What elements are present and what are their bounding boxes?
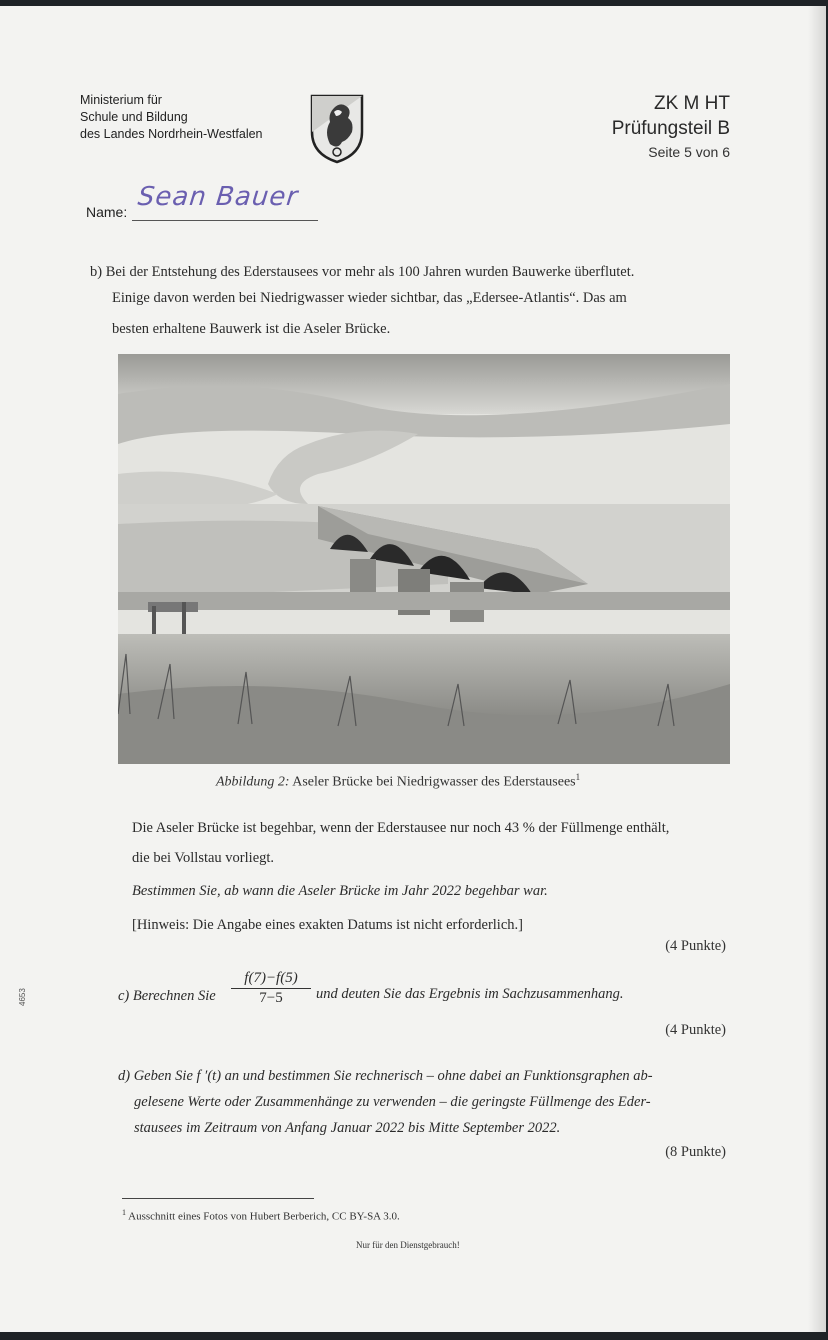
task-b: Bestimmen Sie, ab wann die Aseler Brücke im Jahr 2022 begehbar war. — [132, 883, 548, 899]
fraction-denominator: 7−5 — [259, 990, 283, 1006]
footnote — [122, 1208, 400, 1223]
statement-line-1: Die Aseler Brücke ist begehbar, wenn der Ederstausee nur noch 43 % der Füllmenge enthält, — [132, 820, 670, 836]
part-c-fraction — [231, 970, 311, 1007]
part-b-line-3: besten erhaltene Bauwerk ist die Aseler Brücke. — [112, 321, 391, 337]
footnote-text: Ausschnitt eines Fotos von Hubert Berberich, CC BY-SA 3.0. — [126, 1210, 400, 1223]
points-c: (4 Punkte) — [665, 1022, 726, 1038]
ministry-line-2: Schule und Bildung — [80, 110, 188, 124]
fraction-numerator: f(7)−f(5) — [231, 970, 311, 989]
name-underline — [132, 220, 318, 221]
part-b-line-1: b) Bei der Entstehung des Ederstausees vor mehr als 100 Jahren wurden Bauwerke überflutet. — [90, 264, 635, 280]
caption-text: Aseler Brücke bei Niedrigwasser des Ederstausees — [289, 774, 576, 790]
statement-line-2: die bei Vollstau vorliegt. — [132, 850, 275, 866]
hint-b: [Hinweis: Die Angabe eines exakten Datums ist nicht erforderlich.] — [132, 917, 523, 933]
exam-header — [612, 92, 730, 162]
exam-part: Prüfungsteil B — [611, 118, 730, 139]
name-label: Name: — [86, 204, 128, 220]
part-d-line-3: stausees im Zeitraum von Anfang Januar 2022 bis Mitte September 2022. — [134, 1120, 561, 1136]
points-b: (4 Punkte) — [665, 938, 726, 954]
footnote-divider — [122, 1198, 314, 1199]
bridge-photo — [118, 354, 730, 764]
exam-page — [0, 6, 826, 1332]
caption-label: Abbildung 2: — [216, 774, 290, 790]
ministry-line-3: des Landes Nordrhein-Westfalen — [80, 127, 263, 141]
part-c-prefix: c) Berechnen Sie — [118, 988, 216, 1004]
nrw-crest-icon — [308, 92, 366, 164]
exam-code: ZK M HT — [654, 93, 730, 114]
footnote-mark: 1 — [122, 1208, 126, 1217]
side-code: 4653 — [18, 988, 27, 1006]
ministry-line-1: Ministerium für — [80, 93, 162, 107]
points-d: (8 Punkte) — [665, 1144, 726, 1160]
page-edge-shadow — [808, 6, 826, 1332]
figure-caption — [216, 772, 580, 791]
caption-footnote-mark: 1 — [575, 772, 581, 782]
part-c-suffix: und deuten Sie das Ergebnis im Sachzusammenhang. — [316, 986, 624, 1002]
ministry-block — [80, 92, 263, 143]
part-d-line-2: gelesene Werte oder Zusammenhänge zu verwenden – die geringste Füllmenge des Eder- — [134, 1094, 651, 1110]
internal-use-note: Nur für den Dienstgebrauch! — [356, 1240, 460, 1250]
part-d-line-1: d) Geben Sie f ′(t) an und bestimmen Sie rechnerisch – ohne dabei an Funktionsgraphen ab- — [118, 1068, 653, 1084]
page-number: Seite 5 von 6 — [648, 144, 730, 160]
name-handwritten: Sean Bauer — [136, 182, 300, 212]
part-b-line-2: Einige davon werden bei Niedrigwasser wieder sichtbar, das „Edersee-Atlantis“. Das am — [112, 290, 627, 306]
